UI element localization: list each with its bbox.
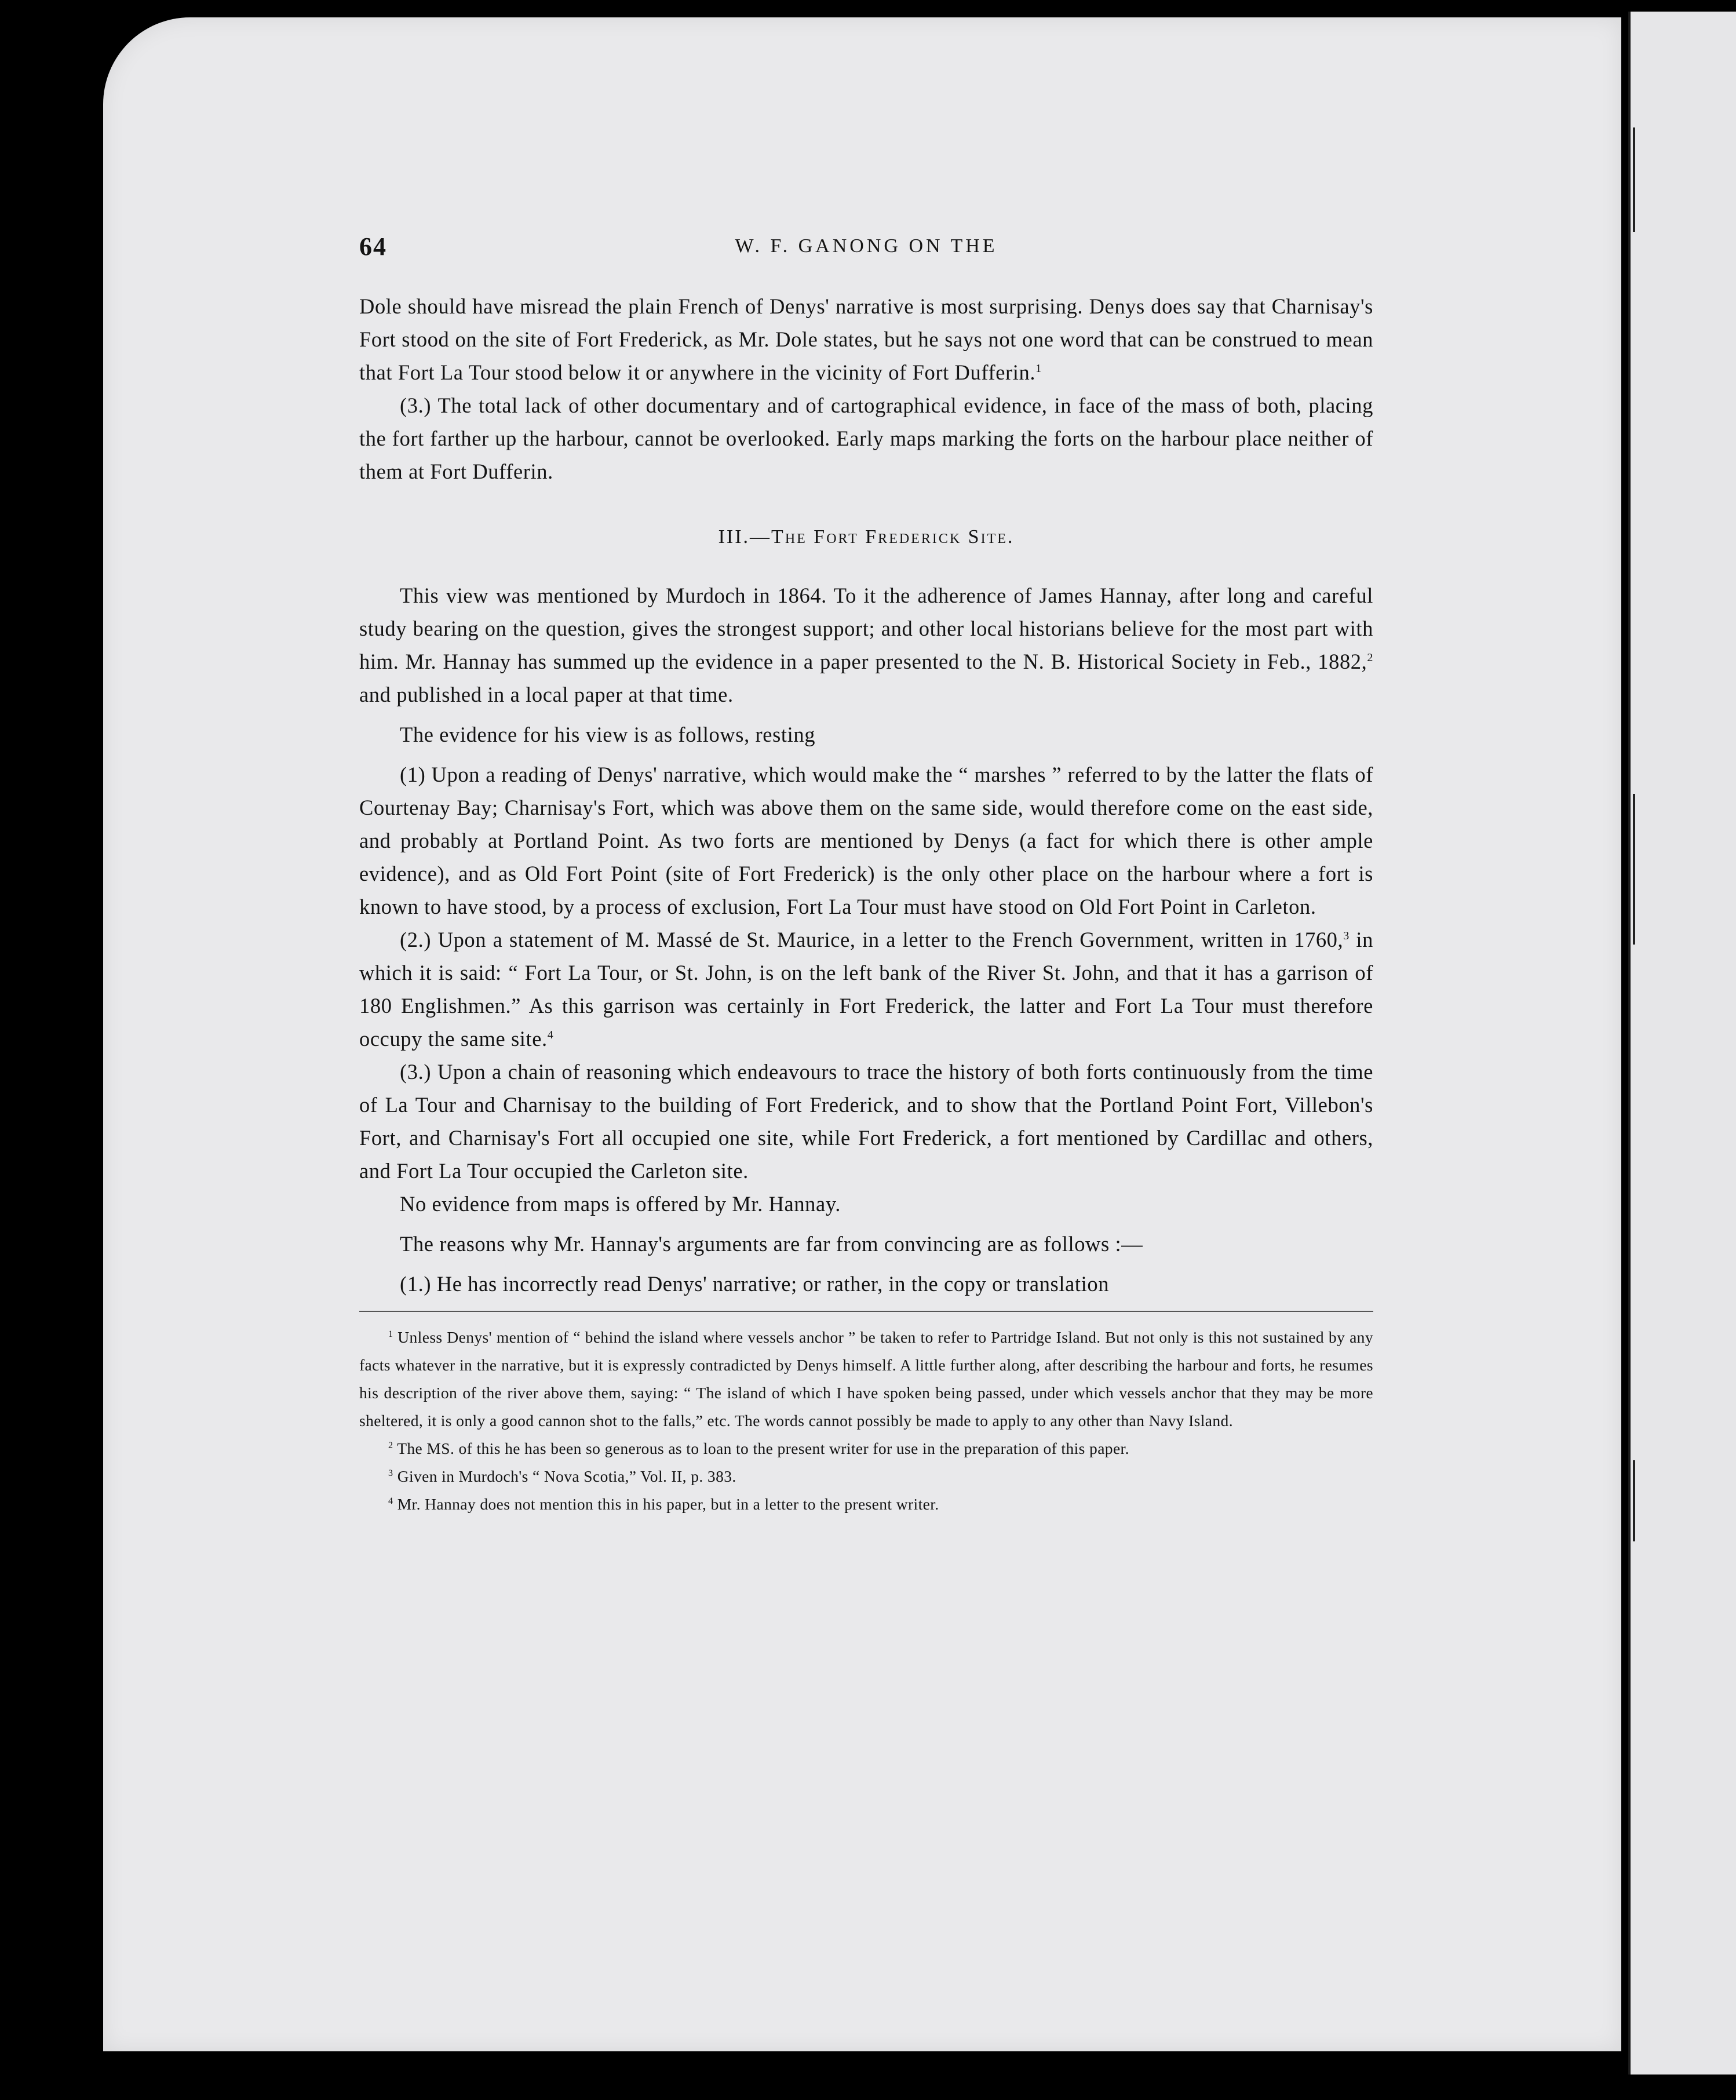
paragraph-text: and published in a local paper at that time. (359, 683, 734, 706)
binding-mark (1633, 127, 1635, 232)
footnote (359, 1490, 1373, 1518)
paragraph (359, 579, 1373, 711)
footnote (359, 1324, 1373, 1435)
paragraph: No evidence from maps is offered by Mr. Hannay. (400, 1192, 841, 1216)
footnote-rule (359, 1311, 1373, 1312)
footnote (359, 1463, 1373, 1490)
footnote-mark: 4 (388, 1496, 393, 1506)
paragraph: (1.) He has incorrectly read Denys' narrative; or rather, in the copy or translation (400, 1272, 1110, 1296)
footnote-ref[interactable]: 4 (547, 1028, 554, 1041)
section-heading: III.—The Fort Frederick Site. (718, 526, 1015, 548)
adjacent-page-edge (1628, 12, 1736, 2075)
paragraph: (1) Upon a reading of Denys' narrative, which would make the “ marshes ” referred to by the latter the flats of Courtenay Bay; Charnisay's Fort, which was above them on the same side, would therefore come on the east side, and probably at Portland Point. As two forts are mentioned by Denys (a fact for which there is other ample evidence), and as Old Fort Point (site of Fort Frederick) is the only other place on the harbour where a fort is known to have stood, by a process of exclusion, Fort La Tour must have stood on Old Fort Point in Carleton. (359, 763, 1373, 918)
paragraph: (3.) Upon a chain of reasoning which endeavours to trace the history of both forts continuously from the time of La Tour and Charnisay to the building of Fort Frederick, and to show that the Portland Point Fort, Villebon's Fort, and Charnisay's Fort all occupied one site, while Fort Frederick, a fort mentioned by Cardillac and others, and Fort La Tour occupied the Carleton site. (359, 1060, 1373, 1183)
footnote-mark: 1 (388, 1329, 393, 1339)
body-text (359, 290, 1373, 1300)
paragraph-text: (2.) Upon a statement of M. Massé de St. Maurice, in a letter to the French Government, written in 1760, (400, 928, 1344, 951)
paragraph: The evidence for his view is as follows, resting (400, 723, 816, 746)
footnote-text: Unless Denys' mention of “ behind the island where vessels anchor ” be taken to refer to Partridge Island. But not only is this not sustained by any facts whatever in the narrative, but it is expressly contradicted by Denys himself. A little further along, after describing the harbour and forts, he resumes his description of the river above them, saying: “ The island of which I have spoken being passed, under which vessels anchor that they may be more sheltered, it is only a good cannon shot to the falls,” etc. The words cannot possibly be made to apply to any other than Navy Island. (359, 1328, 1373, 1430)
footnote-mark: 3 (388, 1468, 393, 1478)
binding-mark (1633, 794, 1635, 945)
running-head (359, 232, 1373, 272)
paragraph (359, 290, 1373, 389)
binding-mark (1633, 1460, 1635, 1541)
footnote-text: Mr. Hannay does not mention this in his paper, but in a letter to the present writer. (397, 1495, 939, 1513)
footnote-ref[interactable]: 1 (1035, 362, 1042, 375)
paragraph: The reasons why Mr. Hannay's arguments are far from convincing are as follows :— (400, 1232, 1143, 1256)
page-number: 64 (359, 232, 387, 261)
paragraph (359, 923, 1373, 1055)
footnote (359, 1435, 1373, 1463)
paragraph: (3.) The total lack of other documentary and of cartographical evidence, in face of the mass of both, placing the fort farther up the harbour, cannot be overlooked. Early maps marking the forts on the harbour place neither of them at Fort Dufferin. (359, 393, 1373, 483)
paragraph-text: in which it is said: “ Fort La Tour, or St. John, is on the left bank of the River St. John, and that it has a garrison of 180 Englishmen.” As this garrison was certainly in Fort Frederick, the latter and Fort La Tour must therefore occupy the same site. (359, 928, 1373, 1051)
footnote-ref[interactable]: 2 (1367, 651, 1373, 664)
footnote-ref[interactable]: 3 (1343, 929, 1350, 942)
footnote-text: The MS. of this he has been so generous as to loan to the present writer for use in the preparation of this paper. (397, 1439, 1129, 1457)
paragraph-text: This view was mentioned by Murdoch in 1864. To it the adherence of James Hannay, after long and careful study bearing on the question, gives the strongest support; and other local historians believe for the most part with him. Mr. Hannay has summed up the evidence in a paper presented to the N. B. Historical Society in Feb., 1882, (359, 584, 1373, 673)
paragraph-text: Dole should have misread the plain French of Denys' narrative is most surprising. Denys does say that Charnisay's Fort stood on the site of Fort Frederick, as Mr. Dole states, but he says not one word that can be construed to mean that Fort La Tour stood below it or anywhere in the vicinity of Fort Dufferin. (359, 294, 1373, 384)
footnotes (359, 1324, 1373, 1518)
footnote-text: Given in Murdoch's “ Nova Scotia,” Vol. II, p. 383. (397, 1467, 736, 1485)
footnote-mark: 2 (388, 1440, 393, 1450)
page-content (359, 232, 1373, 1518)
running-title: W. F. GANONG ON THE (735, 235, 998, 257)
